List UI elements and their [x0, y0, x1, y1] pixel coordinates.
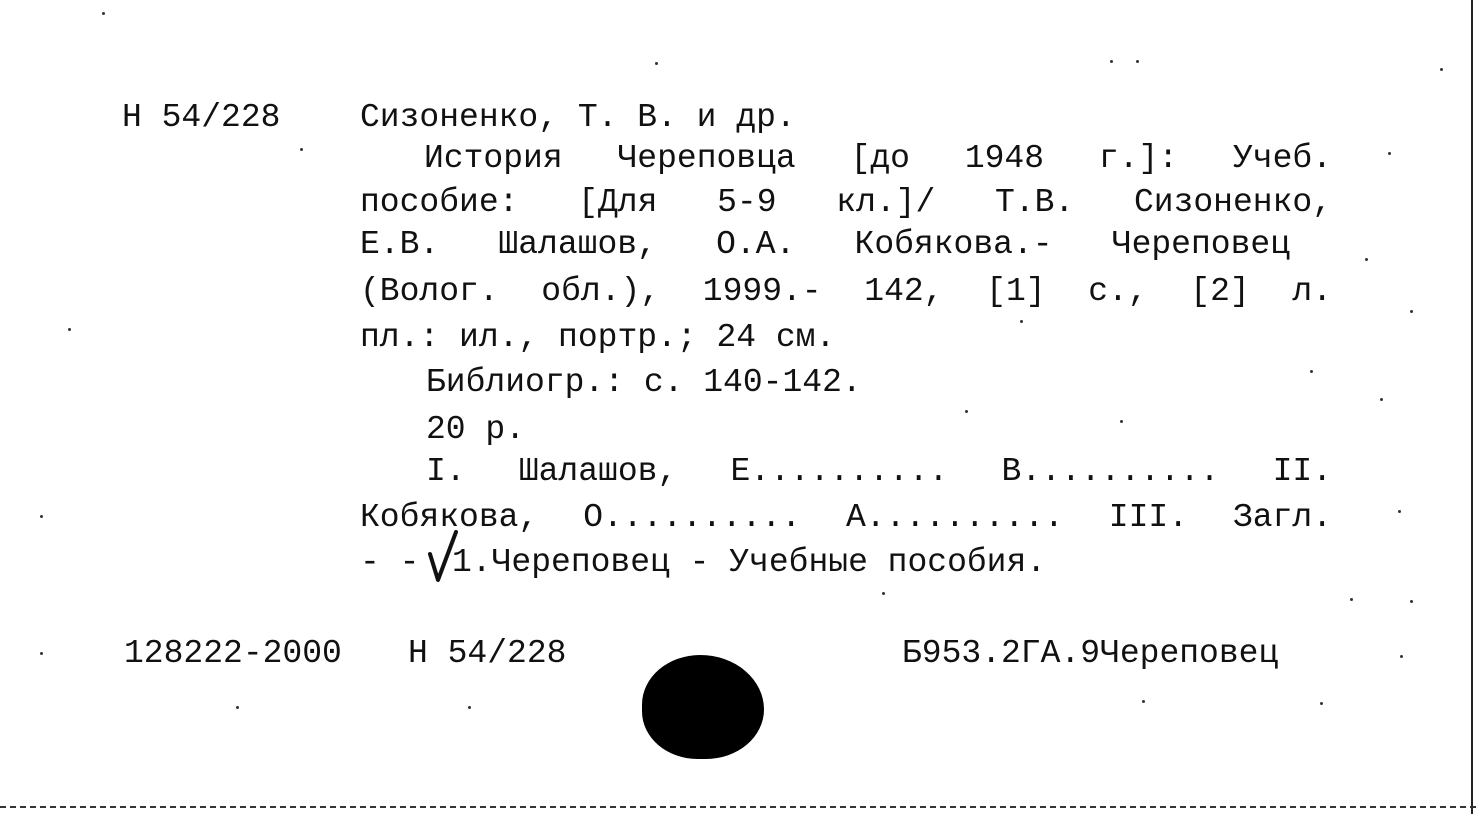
subject-prefix: - -	[360, 544, 420, 581]
description-line-2: пособие: [Для 5-9 кл.]/ Т.В. Сизоненко,	[360, 184, 1332, 221]
scan-speck	[1398, 510, 1401, 513]
tracing-line-2: Кобякова, О.......... А.......... III. Загл.	[360, 499, 1332, 536]
scan-speck	[1440, 68, 1443, 71]
scan-speck	[68, 328, 71, 331]
scan-speck	[655, 62, 658, 65]
description-line-5: пл.: ил., портр.; 24 см.	[360, 319, 836, 356]
scan-speck	[468, 706, 471, 709]
description-line-4: (Волог. обл.), 1999.- 142, [1] с., [2] л.	[360, 273, 1332, 310]
price: 20 р.	[426, 411, 526, 448]
scan-speck	[1410, 310, 1413, 313]
tracing-line-1: I. Шалашов, Е.......... В.......... II.	[426, 453, 1332, 490]
scan-speck	[236, 706, 239, 709]
scan-speck	[965, 410, 968, 413]
scan-speck	[882, 592, 885, 595]
subject-heading: 1.Череповец - Учебные пособия.	[452, 544, 1047, 581]
scan-speck	[1380, 398, 1383, 401]
scan-speck	[300, 148, 303, 151]
shelfmark: Н 54/228	[122, 99, 281, 136]
description-line-3: Е.В. Шалашов, О.А. Кобякова.- Череповец	[360, 226, 1290, 263]
scan-speck	[40, 652, 43, 655]
scan-speck	[40, 515, 43, 518]
scan-speck	[1365, 258, 1368, 261]
scan-speck	[1410, 600, 1413, 603]
card-punch-hole	[642, 655, 764, 759]
scan-speck	[1400, 655, 1403, 658]
footer-shelfmark: Н 54/228	[408, 635, 567, 672]
scan-speck	[1110, 60, 1113, 63]
scan-speck	[1388, 152, 1391, 155]
scan-speck	[1136, 60, 1139, 63]
handwritten-check-mark	[426, 528, 462, 584]
scan-speck	[102, 12, 105, 15]
scan-speck	[1350, 598, 1353, 601]
description-line-1: История Череповца [до 1948 г.]: Учеб.	[424, 140, 1332, 177]
scan-speck	[1020, 320, 1023, 323]
bibliography-note: Библиогр.: с. 140-142.	[426, 364, 862, 401]
footer-classification: Б953.2ГА.9Череповец	[902, 635, 1279, 672]
scan-speck	[1320, 702, 1323, 705]
scan-speck	[1310, 370, 1313, 373]
author-heading: Сизоненко, Т. В. и др.	[360, 99, 796, 136]
card-right-edge	[1471, 0, 1473, 814]
scan-speck	[1142, 700, 1145, 703]
footer-accession-number: 128222-2000	[124, 635, 342, 672]
scan-speck	[1120, 420, 1123, 423]
card-bottom-edge	[0, 806, 1476, 814]
